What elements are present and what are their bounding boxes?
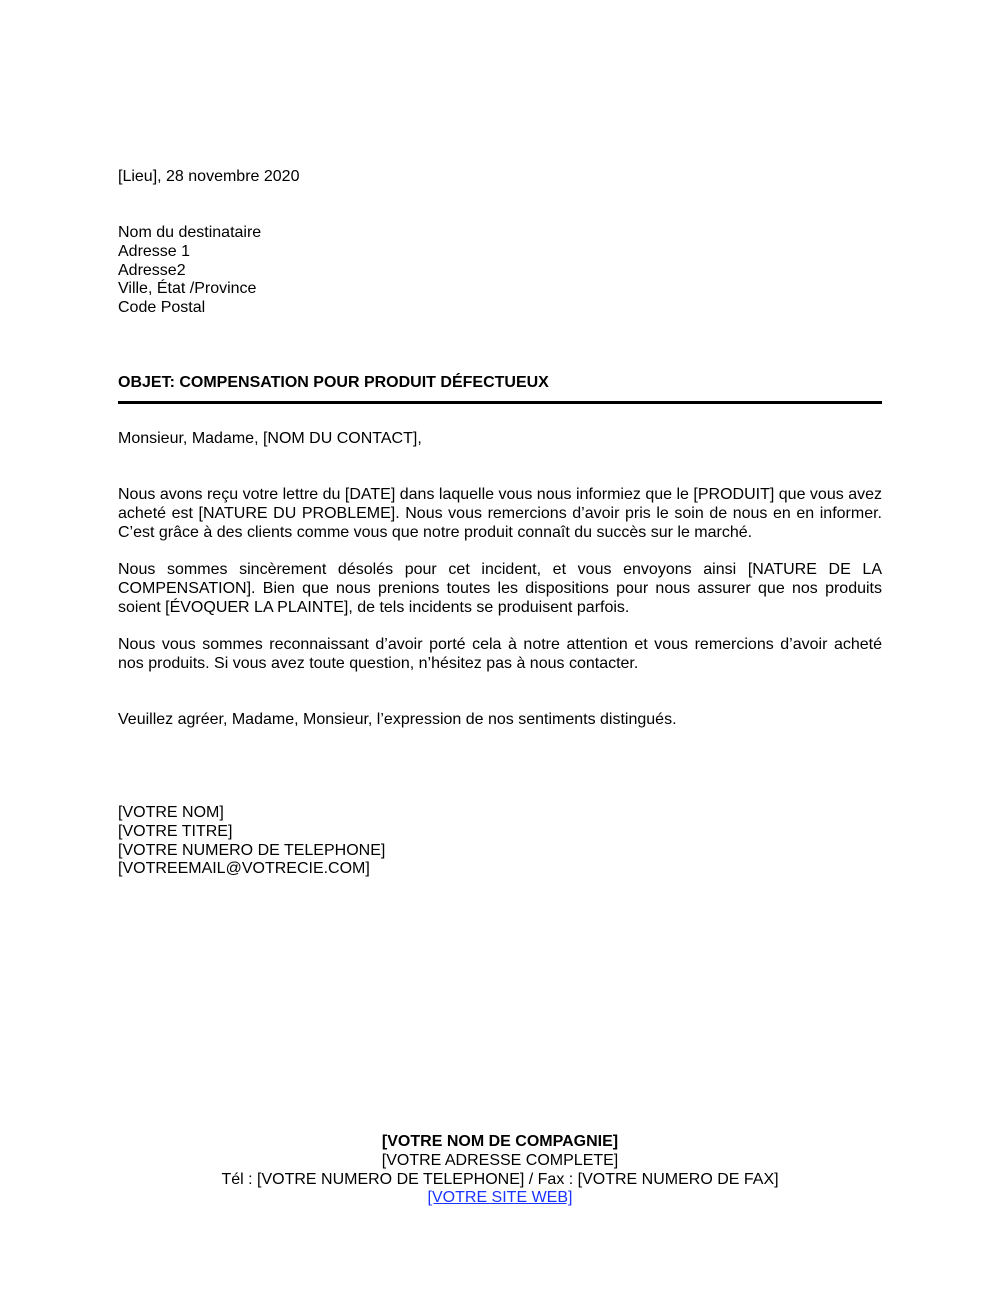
salutation [118,430,882,449]
signature-email: [VOTREEMAIL@VOTRECIE.COM] [118,860,370,878]
closing-text: Veuillez agréer, Madame, Monsieur, l’expression de nos sentiments distingués. [118,711,677,728]
subject-line [118,374,882,404]
footer-contact: Tél : [VOTRE NUMERO DE TELEPHONE] / Fax : [VOTRE NUMERO DE FAX] [221,1170,779,1188]
body-paragraph-3: Nous vous sommes reconnaissant d’avoir porté cela à notre attention et vous remercions d’avoir acheté nos produits. Si vous avez toute question, n’hésitez pas à nous contacter. [118,636,882,672]
signature-name: [VOTRE NOM] [118,804,224,821]
signature-block [118,804,882,879]
body-paragraph-2: Nous sommes sincèrement désolés pour cet incident, et vous envoyons ainsi [NATURE DE LA COMPENSATION]. Bien que nous prenions toutes les dispositions pour nous assurer que nos produits soient [ÉVOQUER LA PLAINTE], de tels incidents se produisent parfois. [118,561,882,616]
salutation-text: Monsieur, Madame, [NOM DU CONTACT], [118,430,422,447]
place-date [118,168,882,187]
signature-title: [VOTRE TITRE] [118,822,233,840]
recipient-address [118,224,882,318]
subject-text: OBJET: COMPENSATION POUR PRODUIT DÉFECTUEUX [118,374,549,391]
footer-company-name: [VOTRE NOM DE COMPAGNIE] [381,1133,619,1150]
recipient-postal: Code Postal [118,299,206,317]
recipient-name: Nom du destinataire [118,224,262,241]
footer-website-link[interactable]: [VOTRE SITE WEB] [427,1189,573,1207]
body-paragraph-1: Nous avons reçu votre lettre du [DATE] dans laquelle vous nous informiez que le [PRODUIT] que vous avez acheté est [NATURE DU PROBLEME]. Nous vous remercions d’avoir pris le soin de nous en en informer. C’est grâce à des clients comme vous que notre produit connaît du succès sur le marché. [118,486,882,541]
recipient-address1: Adresse 1 [118,242,191,260]
recipient-city: Ville, État /Province [118,280,257,298]
footer-address: [VOTRE ADRESSE COMPLETE] [381,1151,619,1169]
company-footer [0,1133,1000,1208]
closing [118,711,882,730]
signature-phone: [VOTRE NUMERO DE TELEPHONE] [118,841,386,859]
place-date-text: [Lieu], 28 novembre 2020 [118,168,300,185]
recipient-address2: Adresse2 [118,261,186,279]
